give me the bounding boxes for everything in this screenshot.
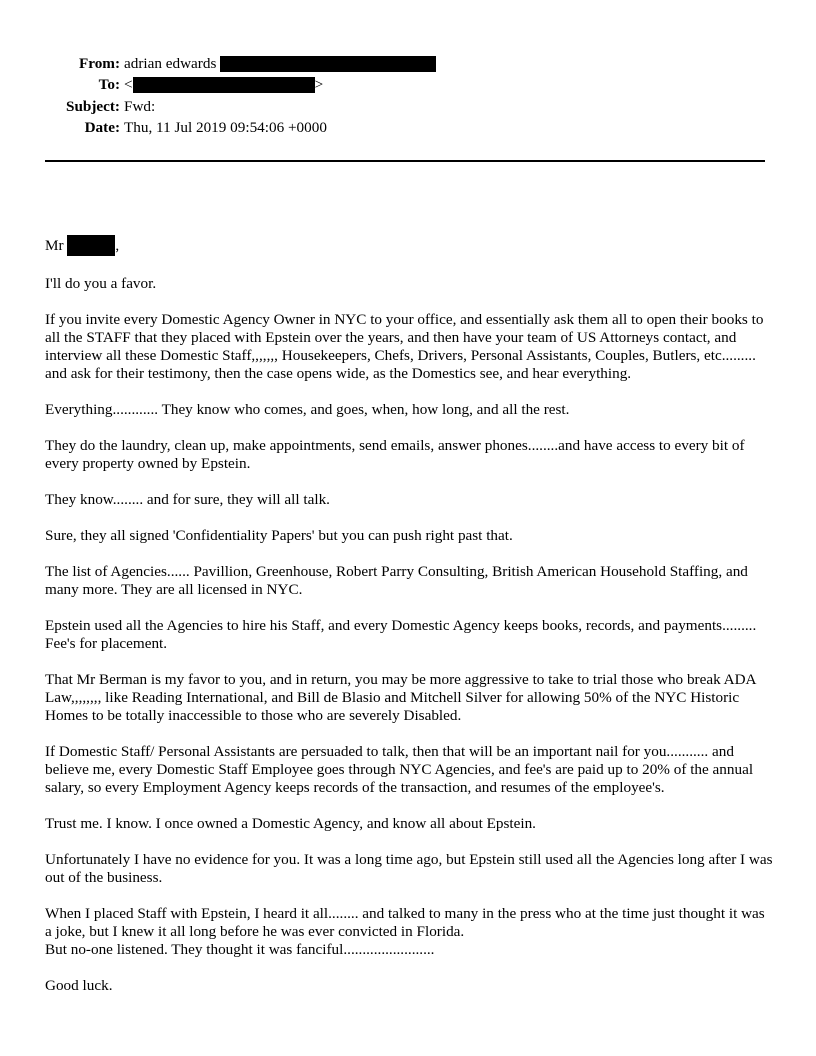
- paragraph: If you invite every Domestic Agency Owner in NYC to your office, and essentially ask them all to open their books to all the STAFF that they placed with Epstein over the years, and then have your team of US Attorneys contact, and interview all these Domestic Staff,,,,,,, Housekeepers, Chefs, Drivers, Personal Assistants, Couples, Butlers, etc......... and ask for their testimony, then the case opens wide, as the Domestics see, and hear everything.: [45, 311, 764, 383]
- to-close-bracket: >: [314, 76, 324, 94]
- redacted-from-address: [220, 56, 436, 72]
- paragraph: Trust me. I know. I once owned a Domestic Agency, and know all about Epstein.: [45, 815, 536, 833]
- redacted-recipient-name: [67, 235, 115, 256]
- paragraph: They know........ and for sure, they will all talk.: [45, 491, 330, 509]
- paragraph: Everything............ They know who comes, and goes, when, how long, and all the rest.: [45, 401, 570, 419]
- date-label: Date:: [84, 118, 120, 136]
- sign-off: Good luck.: [45, 977, 113, 995]
- paragraph: But no-one listened. They thought it was fanciful........................: [45, 941, 435, 959]
- redacted-to-address: [133, 77, 315, 93]
- paragraph: I'll do you a favor.: [45, 275, 157, 293]
- salutation-suffix: ,: [115, 237, 120, 254]
- to-label: To:: [98, 76, 120, 94]
- header-divider: [45, 160, 765, 162]
- paragraph: They do the laundry, clean up, make appointments, send emails, answer phones........and have access to every bit of every property owned by Epstein.: [45, 437, 745, 473]
- paragraph: Epstein used all the Agencies to hire his Staff, and every Domestic Agency keeps books, records, and payments......... Fee's for placement.: [45, 617, 757, 653]
- to-open-bracket: <: [124, 76, 133, 94]
- salutation-prefix: Mr: [45, 237, 64, 254]
- paragraph: That Mr Berman is my favor to you, and in return, you may be more aggressive to take to trial those who break ADA Law,,,,,,,, like Reading International, and Bill de Blasio and Mitchell Silver for allowing 50% of the NYC Historic Homes to be totally inaccessible to those who are severely Disabled.: [45, 671, 756, 725]
- subject-value: Fwd:: [124, 97, 156, 115]
- from-row: [46, 53, 766, 74]
- email-body: [45, 236, 775, 1013]
- to-row: [46, 74, 766, 95]
- email-header: [46, 53, 766, 138]
- paragraph: Unfortunately I have no evidence for you. It was a long time ago, but Epstein still used all the Agencies long after I was out of the business.: [45, 851, 773, 887]
- subject-row: [46, 96, 766, 117]
- from-name: adrian edwards: [124, 55, 217, 72]
- subject-label: Subject:: [66, 97, 120, 115]
- paragraph: Sure, they all signed 'Confidentiality Papers' but you can push right past that.: [45, 527, 513, 545]
- salutation: [45, 236, 775, 257]
- paragraph: The list of Agencies...... Pavillion, Greenhouse, Robert Parry Consulting, British American Household Staffing, and many more. They are all licensed in NYC.: [45, 563, 748, 599]
- paragraph: When I placed Staff with Epstein, I heard it all........ and talked to many in the press who at the time just thought it was a joke, but I knew it all long before he was ever convicted in Florida.: [45, 905, 765, 941]
- date-value: Thu, 11 Jul 2019 09:54:06 +0000: [124, 118, 327, 136]
- date-row: [46, 117, 766, 138]
- from-label: From:: [78, 55, 120, 72]
- paragraph: If Domestic Staff/ Personal Assistants are persuaded to talk, then that will be an important nail for you........... and believe me, every Domestic Staff Employee goes through NYC Agencies, and fee's are paid up to 20% of the annual salary, so every Employment Agency keeps records of the transaction, and resumes of the employee's.: [45, 743, 754, 797]
